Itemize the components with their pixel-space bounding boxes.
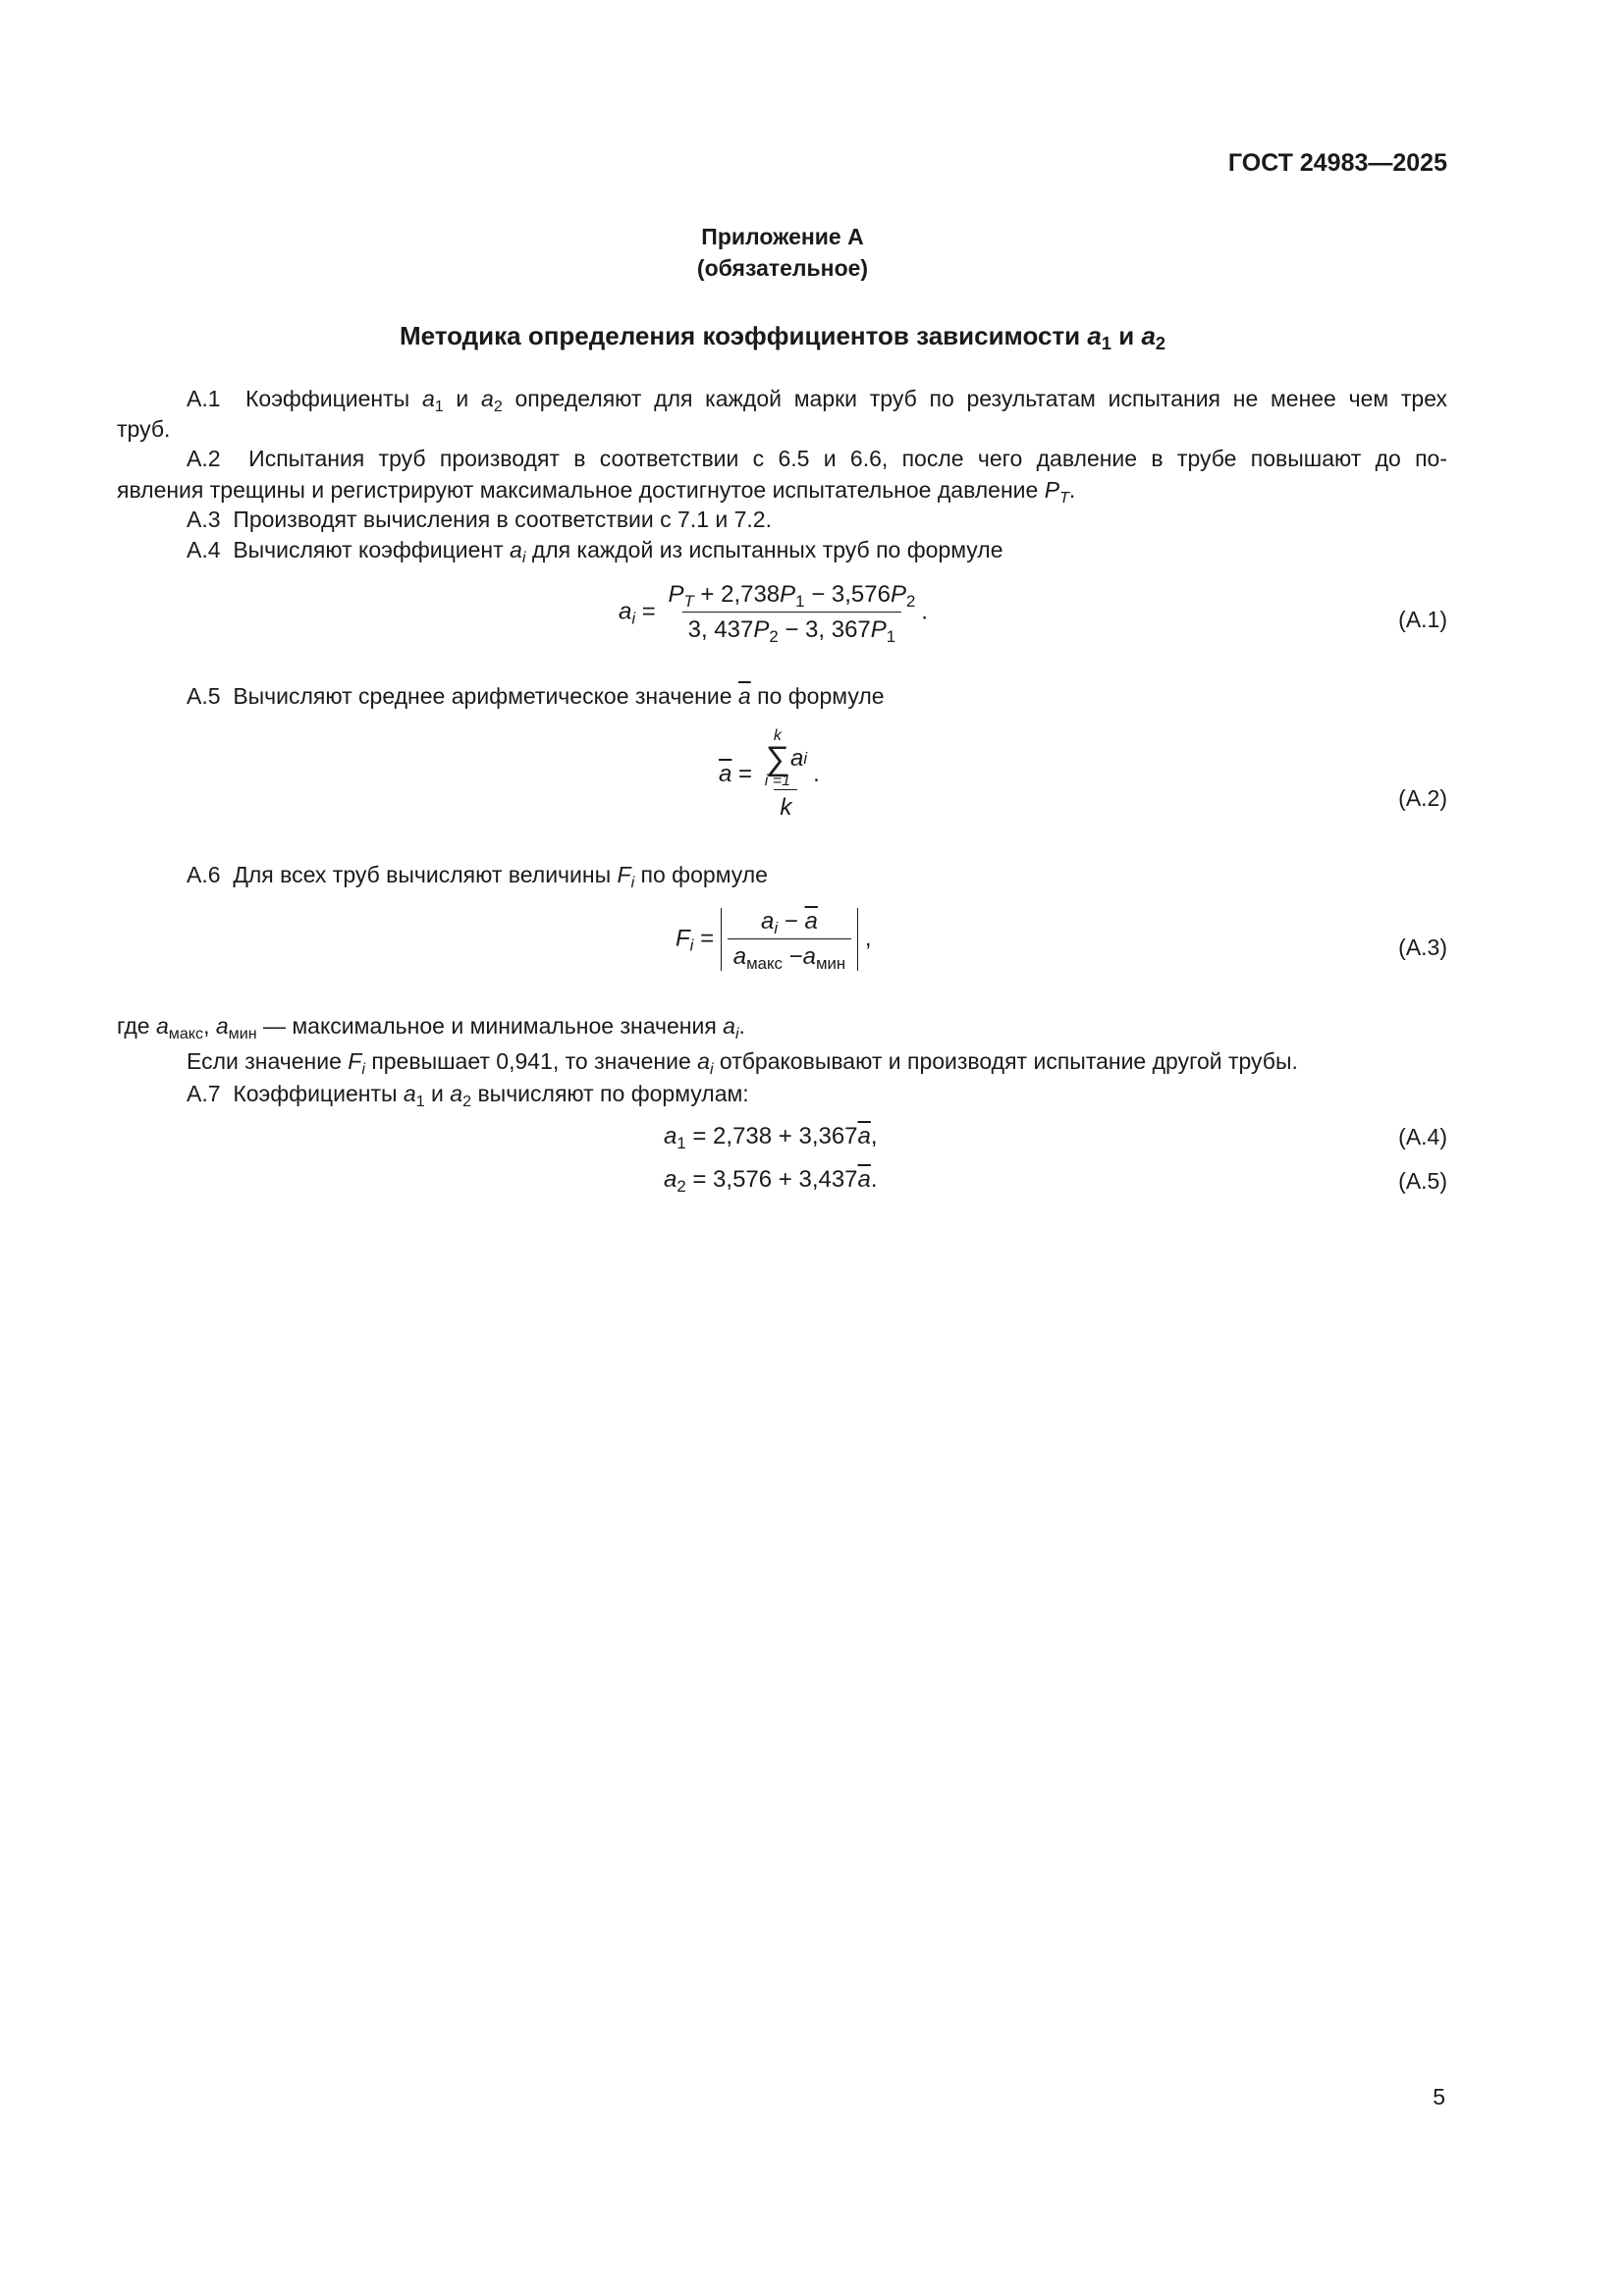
paragraph-a1-continuation: труб. [117,416,171,442]
formula-a4: $a_1 = 2,738 + 3,367\overline{a}$, [664,1123,878,1152]
formula-a2-fraction: k ∑ i =1 a i k [764,727,808,821]
formula-a5: $a_2 = 3,576 + 3,437\overline{a}$. [664,1166,878,1196]
document-number: ГОСТ 24983—2025 [1227,149,1447,177]
paragraph-a2-continuation: явления трещины и регистрируют максимальное достигнутое испытательное давление $P_T$. [117,477,1076,507]
paragraph-a3: А.3 Производят вычисления в соответствии с 7.1 и 7.2. [187,507,772,532]
formula-a3-number: (А.3) [1398,934,1447,960]
formula-a3: $F_i$ = $\frac{a_i - \overline{a}}{a_{макс} -a_{мин}}$ , [676,908,872,973]
section-title: Методика определения коэффициентов зависимости $a_1$ и $a_2$ [399,321,1166,353]
absolute-value-bars: $\frac{a_i - \overline{a}}{a_{макс} -a_{мин}}$ [721,908,858,971]
paragraph-a2: А.2 Испытания труб производят в соответствии с 6.5 и 6.6, после чего давление в трубе повышают до по- [187,446,1448,471]
formula-a2-number: (А.2) [1398,785,1447,811]
appendix-label: Приложение А [701,224,864,249]
paragraph-a6: А.6 Для всех труб вычисляют величины $F_i$ по формуле [187,862,768,891]
formula-a1-fraction: $\frac{P_T + 2,738P_1 - 3,576P_2}{3, 437P_2 - 3, 367P_1}$ [668,581,916,646]
formula-a1: $a_i$ = $\frac{P_T + 2,738P_1 - 3,576P_2}{3, 437P_2 - 3, 367P_1}$ . [619,581,928,646]
formula-a5-number: (А.5) [1398,1168,1447,1194]
formula-a1-number: (А.1) [1398,607,1447,632]
paragraph-a7: А.7 Коэффициенты $a_1$ и $a_2$ вычисляют по формулам: [187,1081,749,1110]
paragraph-if: Если значение $F_i$ превышает 0,941, то значение $a_i$ отбраковывают и производят испытание другой трубы. [187,1048,1298,1078]
appendix-status: (обязательное) [696,255,869,281]
paragraph-a5: А.5 Вычисляют среднее арифметическое значение $\overline{a}$ по формуле [187,683,885,709]
summation-sign: k ∑ i =1 [764,727,790,789]
paragraph-a4: А.4 Вычисляют коэффициент $a_i$ для каждой из испытанных труб по формуле [187,537,1003,566]
formula-a4-number: (А.4) [1398,1124,1447,1149]
paragraph-where: где $a_{макс}$, $a_{мин}$ — максимальное и минимальное значения $a_i$. [117,1013,745,1042]
paragraph-a1: А.1 Коэффициенты $a_1$ и $a_2$ определяют для каждой марки труб по результатам испытания не менее чем трех [187,386,1448,415]
page-number: 5 [1433,2084,1445,2109]
formula-a2: $\overline{a}$ = k ∑ i =1 a i k . [719,727,820,821]
